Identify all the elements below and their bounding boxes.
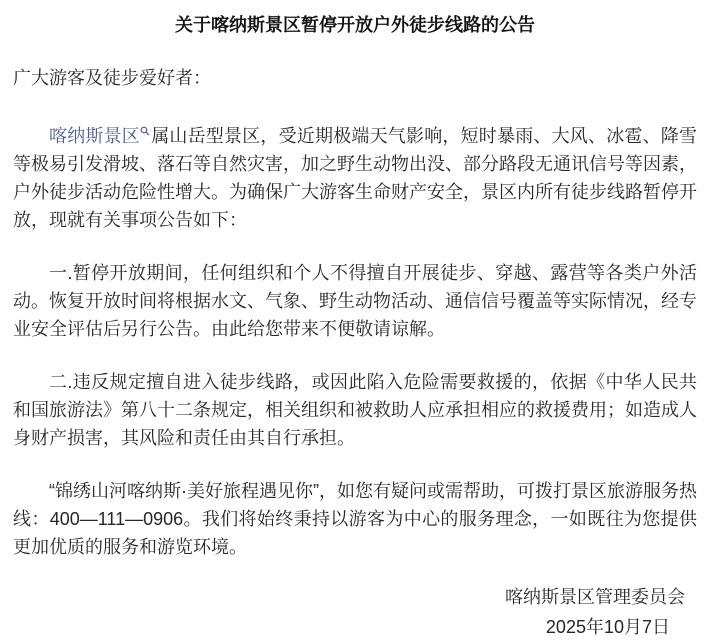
- signature-date: 2025年10月7日: [545, 617, 670, 637]
- page-title: 关于喀纳斯景区暂停开放户外徒步线路的公告: [175, 15, 535, 35]
- signature-org: 喀纳斯景区管理委员会: [505, 587, 685, 607]
- salutation: 广大游客及徒步爱好者：: [13, 68, 211, 88]
- kanas-scenic-area-link[interactable]: 喀纳斯景区: [49, 126, 140, 146]
- paragraph-item-2: 二.违反规定擅自进入徒步线路，或因此陷入危险需要救援的，依据《中华人民共和国旅游法》第八十二条规定，相关组织和被救助人应承担相应的救援费用；如造成人身财产损害，其风险和责任由其自行承担。: [13, 372, 697, 448]
- paragraph-hotline: “锦绣山河喀纳斯·美好旅程遇见你”，如您有疑问或需帮助，可拨打景区旅游服务热线：400—111—0906。我们将始终秉持以游客为中心的服务理念，一如既往为您提供更加优质的服务和游览环境。: [13, 481, 697, 557]
- paragraph-intro-text: 属山岳型景区，受近期极端天气影响，短时暴雨、大风、冰雹、降雪等极易引发滑坡、落石等自然灾害，加之野生动物出没、部分路段无通讯信号等因素，户外徒步活动危险性增大。为确保广大游客生命财产安全，景区内所有徒步线路暂停开放，现就有关事项公告如下：: [13, 126, 697, 230]
- magnifier-icon[interactable]: [140, 126, 150, 136]
- paragraph-item-1: 一.暂停开放期间，任何组织和个人不得擅自开展徒步、穿越、露营等各类户外活动。恢复开放时间将根据水文、气象、野生动物活动、通信信号覆盖等实际情况，经专业安全评估后另行公告。由此给您带来不便敬请谅解。: [13, 263, 697, 339]
- signature-block: [13, 583, 697, 641]
- paragraph-intro: [13, 122, 697, 234]
